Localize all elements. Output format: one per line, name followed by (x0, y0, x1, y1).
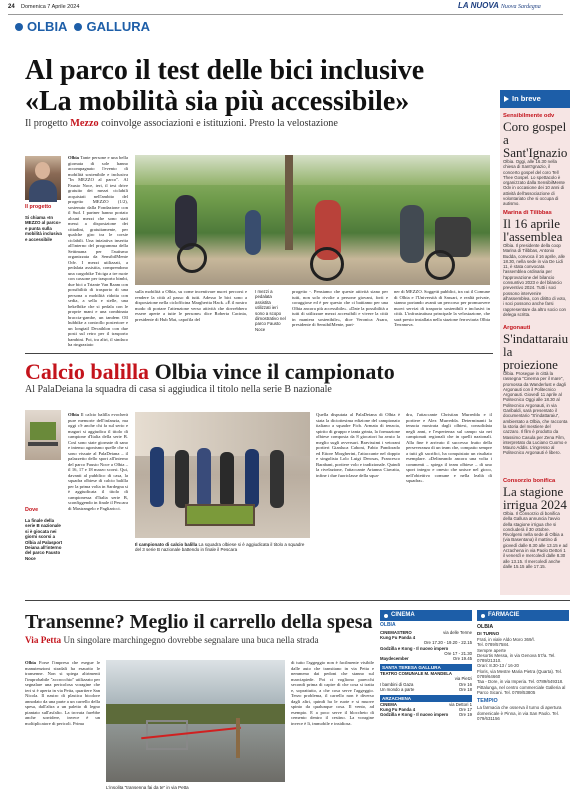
sidebar-title: Il progetto (25, 204, 52, 210)
brief-item-3: Argonauti S'indattaraiu la proiezione Olbia. Prosegue in città la rassegna "Cinema per il mare", promossa da Wanderlust e dagli Argonauti con il Politecnico Argonauti. Giovedì 11 aprile al Politecnico Oggi alle 18.30 al Politecnico Argonauti, in via Garibaldi, sarà presentato il documentario "S'indattaraiu", ambientato a Olbia, che racconta la storia del mestiere del cazzaro. Il film è prodotto da Massimo Casula per Zena Film, interpretato da Luciano Cuomo e Mauro Addis. L'ingresso al Politecnico Argonauti è libero. (503, 325, 569, 456)
article3-photo (106, 660, 285, 782)
brief-item-2: Marina di Tilibbas Il 16 aprile l'assemblea Olbia. Il presidente della coop Marina di Tilibbas, Antonio Budda, convoca il 16 aprile, alle 18.30, nella sede in via De Lidi 11, è stata convocata l'assemblea ordinaria per l'approvazione del bilancio consuntivo 2023 e del bilancio preventivo 2024. Tutti i soci possono intervenire all'assemblea, con diritto di voto, i soci possono anche farsi rappresentare da altro socio con delega scritta. (503, 210, 567, 317)
flag-icon (504, 96, 509, 102)
article3-subheading: Via Petta Un singolare marchingegno dovrebbe segnalare una buca nella strada (25, 635, 319, 645)
article3-caption: L'insolita "transenna fai da te" in via Petta (106, 785, 189, 790)
article1-col2: sulla mobilità a Olbia, su come incentivare nuovi percorsi e rendere la città al passo di tutti. Adesso le bici sono a disposizione nella ciclofficina Margherita Hack. «È il nostro modo di portare l'attenzione verso attività che dovrebbero essere aperte a tutte le persone» dice Roberta Cacinia, presidente di Hub Mat, capofila del (135, 289, 247, 322)
article1-col4: ner di MEZZO. Soggetti pubblici, tra cui il Comune di Olbia e l'Università di Sassari, e realtà private, stanno portando avanti un percorso per promuovere nuovi servizi di trasporto sostenibili e inclusivi in città. L'infrastruttura principale la velostazione, che sarà presto installata nella stazione ferroviaria Olbia Terranova. (394, 289, 490, 327)
dot-icon (384, 614, 388, 618)
article1-col3: progetto -. Pensiamo che queste attività siano per tutti, non solo rivolte a persone giovani, forti e coraggiose ed è per questo che ci battiamo per una Olbia ancora più accessibile». «Date la possibilità a tutti di utilizzare mezzi accessibili e vivere la città in maniera sostenibile», dice Veronica Asara, presidente di SensibilMente, part- (292, 289, 388, 327)
pharmacy-header: FARMACIE (477, 610, 569, 621)
cinema-list: CINEMASTERO via delle Terme Kung Fu Panda 4 Ore 17.20 - 19.20 - 22.15 Godzilla e Kong - Il nuovo impero Ore 17 - 21.30 Maydecember Ore 19.45 SANTA TERESA GALLURA TEATRO COMUNALE M. MANDELA via Pietzi I bambini di Gaza Ore 16 Un mondo a parte Ore 18 ARZACHENA CINEMA via Dettori 1 Kung Fu Panda 4 Ore 17 Godzilla e Kong - Il nuovo impero Ore 19 (380, 630, 472, 718)
article1-photo (135, 155, 490, 285)
article3-col3: di tutto l'aggeggio non è facilmente visibile dalle auto che transitano in via Petta e nemmeno dai pedoni che stanno sul marciapiede. Poi ci vogliono parecchi secondi prima di capire di che cosa si tratta e, soprattutto, a che cosa serve l'aggeggio. Terzo problema, il carrello non è diverso dagli altri, quindi ha le ruote e si muove spinto da qualunque cosa. Il vento, ad esempio. E a poco serve il bloccheto di cemento dentro il cestino. La voragine invece è lì, immobile e insidiosa. (291, 660, 374, 726)
article3-headline: Transenne? Meglio il carrello della spesa (25, 611, 373, 633)
article2-col3: Quella disputata al PalaDeiana di Olbia è stata la diciottesima edizione del campionato italiano a squadre Ficb. Armata di tenacia, spirito di gruppo e tanta grinta, la formazione olbiese composta da 8 giocatori ha avuto la meglio sugli avversari. Bravissimi i vetorani portieri Gianluca Caboni, Fabio Pandorado ed Ettore Morgherini, l'attaccante nel doppio e singolista Lolo Luigi Derosas, Francesco Barabani, portiere volo e tradizionale. Quindi la rivelazione, l'attaccante Arianna Ciavatta, infine i due fuoriclasse della squa- (316, 412, 400, 478)
sidebar2-body: La finale della serie B nazionale si è giocata nei giorni scorsi a Olbia al Palasport Deiana all'interno del parco Fausto Noce (25, 518, 63, 561)
dot-icon (481, 614, 485, 618)
pin-icon (15, 23, 23, 31)
article2-headline: Calcio balilla Olbia vince il campionato (25, 359, 395, 384)
rule-1 (25, 353, 493, 354)
section-label: OLBIA GALLURA (15, 23, 150, 31)
brief-header: In breve (500, 90, 570, 108)
article2-subheading: Al PalaDeiana la squadra di casa si aggiudica il titolo nella serie B nazionale (25, 384, 332, 395)
article1-quote: I mezzi a pedalata assistita utilizzati ieri sono a scopo dimostrativo nel parco Fausto Noce (255, 289, 286, 332)
article2-thumb (25, 410, 61, 460)
article2-caption: Il campionato di calcio balilla La squadra olbiese si è aggiudicata il titolo a squadre del 3 serie B nazionale battendo in finale il Pescara (135, 542, 305, 553)
article1-subheading: Il progetto Mezzo coinvolge associazioni e istituzioni. Presto la velostazione (25, 118, 338, 129)
article3-col1: Olbia Forse l'impresa che esegue le manutenzioni stradali ha esaurito le transenne. Non si spiega altrimenti l'improbabile "accrocchio" utilizzato per segnalare una pericolosa voragine che ieri si è aperta in via Petta, quartiere San Nicola. Il nastro di plastica bicolore annodato da una parte a un carrello della spesa, dall'altra a un paletto di legno piantato sull'asfalto. La trovata farebbe anche sorridere, invece è un moltiplicatore di pericoli. Prima (25, 660, 100, 726)
rule-2 (25, 600, 570, 601)
sidebar-body: Si chiama «In MEZZO al parco» e punta sulla mobilità inclusiva e accessibile (25, 215, 62, 242)
cinema-city-olbia: OLBIA (380, 622, 396, 628)
article1-col1: Olbia Tante persone e una bella giornata di sole hanno accompagnato l'evento di mobilità sostenibile e inclusiva "In MEZZO al parco". Al Fausto Noce, ieri, il test drive gratuito dei mezzi ciclabili acquistati nell'ambito del progetto MEZZO (1/2), sostenuto dalla Fondazione con il Sud. I partner hanno portato alcuni mezzi che sono stati messi a disposizione dei cittadini, gratuitamente, per qualche giro tra le corsie ciclabili. Una iniziativa inserita all'interno del programma della Settimana per l'autismo organizzata da SensibilMente Odv. I mezzi utilizzati, a pedalata assistita, comprendono una cargobike Triciga a tre ruote con cassone per trasporto bimbi, due bici a Triante Van Raam con possibilità di trasporto di una persona a mobilità ridotta con sedia, a sella e stelle, una bekelbike che si pedala con le proprie mani e una combinata braccia-gambe, un tandem Oll hubbike a controllo posteriore e un longtail Decathlon con due posti sul retro per il trasporto bambini. Poi, tra altri, il sindaco ha ringraziato (68, 155, 128, 347)
pharmacy-list: OLBIA DI TURNO Frati, in viale Aldo Moro 369/l. Tel. 0789/57584. Sempre aperte Desortis Messa, in via Genova 57/a. Tel. 0789/21310. Orari: 8.30-13 / 16-20 Floris, via Mestre Maria Pietra (Quarta). Tel. 0789/64660 Taa - Dore, in via Imperia. Tel. 0789/649318. Pittalunga, nel centro commerciale Galleria al Parco Sicani. Tel. 0789/53805 TEMPIO La farmacia che osserva il turno di apertura domenicale è Pinna, in via San Paolo. Tel. 079/631156 (477, 624, 566, 721)
article1-headline: Al parco il test delle bici inclusive «La mobilità sia più accessibile» (25, 55, 425, 117)
page-number: 24 (8, 4, 15, 10)
article2-photo (135, 412, 310, 538)
sidebar2-title: Dove (25, 507, 39, 513)
page-date: Domenica 7 Aprile 2024 (21, 4, 80, 10)
header-rule (8, 14, 563, 15)
brief-item-4: Consorzio bonifica La stagione irrigua 2024 Olbia. Il Consorzio di bonifica della Gallura annuncia l'avvio della stagione irrigua che si concluderà il 30 ottobre. Rivolgersi nella sede di Olbia a (via Basentana) il mattino di giovedì dalle 8.30 alle 13.15 e ad Arzachena in via Paolo Dettori 1 il venerdì e mercoledì dalle 8.30 alle 13.15. Il mercoledì anche dalle 15.15 alle 17.15. (503, 478, 568, 569)
article2-col1: Olbia Il calcio balilla evocherà pure memorie dell'infanzia, ma oggi c'è anche chi fa sul serio e magari si aggiudica il titolo di campione d'Italia della serie B. Così sono state giornate di sano e intenso agonismo quelle che si sono vissute al PalaDeiana – il palazzetto dello sport all'interno del parco Fausto Noce a Olbia – il 16, 17 e 18 marzo scorsi. Qui, davanti al pubblico di casa, la squadra olbiese di calcio balilla per la prima volta in Sardegna si è aggiudicata il titolo di campionessa d'Italia serie B, sconfiggendo in finale il Pescara di Mastrangelo e Pagliaricci. (68, 412, 128, 511)
masthead-brand: LA NUOVA Nuova Sardegna (458, 1, 541, 10)
article2-col4: dra, l'attaccante Christian Murredda e il portiere e Alex Murredda. Determinanti la tenacia mostrata dagli olbiesi, consolidata negli anni, e l'esperienza sul campo sia nei campionati regionali che in quelli nazionali. Alla fine è arrivato il successo frutto della perseveranza di un team che, compatto sempre a tutti gli sacrifici, ha conquistato un risultato esemplare. «Delineando ancora una volta i commenti – spiega il team olbiese – di uno sport integro e onesto che unisce nel gioco, nell'obiettivo comune e nella lealtà di squadra». (406, 412, 492, 483)
author-photo (25, 156, 61, 200)
brief-item-1: Sensibilmente odv Coro gospel a Sant'Ignazio Olbia. Oggi, alle 16.30 nella chiesa di Sant'Ignazio, il concerto gospel del coro Tell Thee Gospel. Lo spettacolo è organizzato dalla SensibilMente Odv in occasione dei 10 anni di attività dell'associazione di volontariato che si occupa di autismo. (503, 113, 568, 207)
pin-icon (74, 23, 82, 31)
cinema-header: CINEMA (380, 610, 472, 621)
